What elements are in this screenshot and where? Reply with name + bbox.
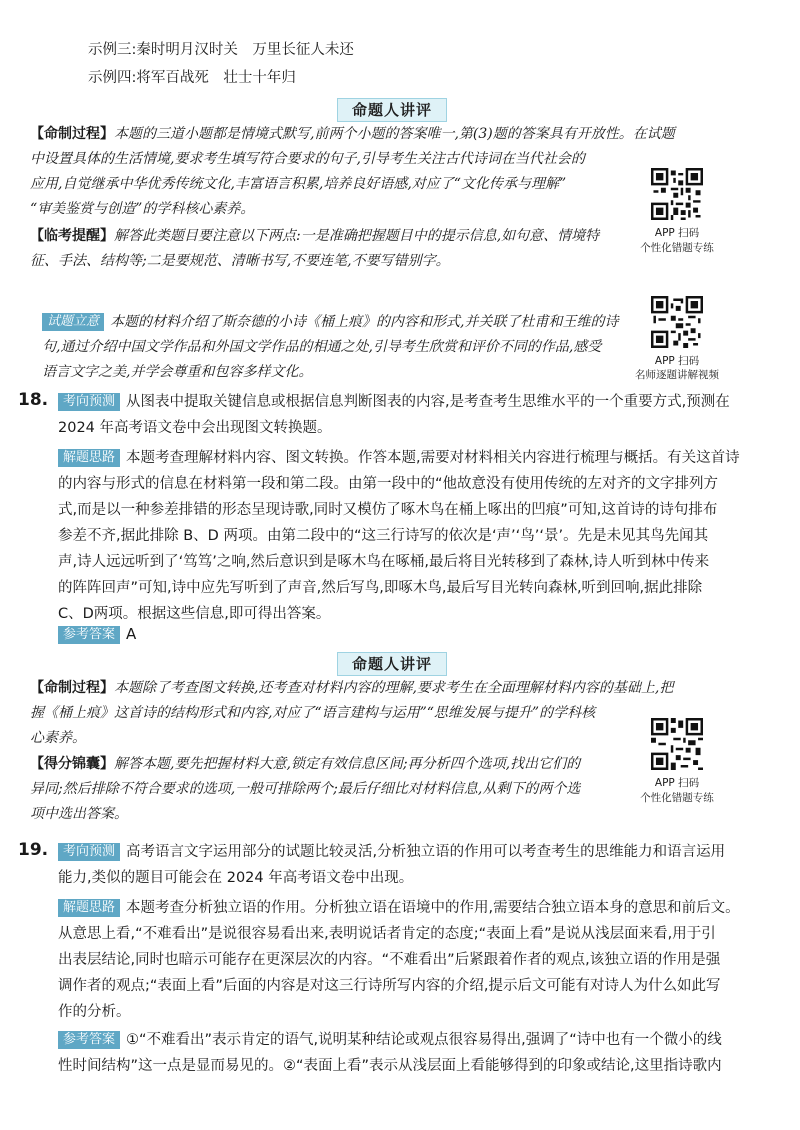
review1-process-line-4: “审美鉴赏与创造”的学科核心素养。 [30, 201, 255, 217]
q19-thinking-line-3: 出表层结论,同时也暗示可能存在更深层次的内容。“不难看出”后紧跟着作者的观点,该独立语的作用是强 [58, 952, 721, 968]
qr-code-icon[interactable] [651, 296, 703, 348]
qr-caption-app-scan: APP 扫码 [654, 227, 700, 239]
q18-thinking-line-3: 式,而是以一种参差排错的形态呈现诗歌,同时又模仿了啄木鸟在桶上啄出的凹痕”可知,这首诗的诗句排布 [58, 502, 718, 518]
review1-tip-line-1: 【临考提醒】解答此类题目要注意以下两点:一是准确把握题目中的提示信息,如句意、情境特 [30, 228, 600, 244]
question-number-19: 19. [18, 840, 49, 860]
intent-tag: 试题立意 [42, 313, 104, 331]
forecast-tag: 考向预测 [58, 843, 120, 861]
q19-forecast-line-1: 考向预测 高考语言文字运用部分的试题比较灵活,分析独立语的作用可以考查考生的思维能力和语言运用 [58, 842, 725, 862]
review1-process-line-2: 中设置具体的生活情境,要求考生填写符合要求的句子,引导考生关注古代诗词在当代社会的 [30, 151, 585, 167]
review2-process-line-2: 握《桶上痕》这首诗的结构形式和内容,对应了“语言建构与运用”“思维发展与提升”的学科核 [30, 705, 596, 721]
qr-code-icon[interactable] [651, 168, 703, 220]
q18-forecast-line-1: 考向预测 从图表中提取关键信息或根据信息判断图表的内容,是考查考生思维水平的一个重要方式,预测在 [58, 392, 730, 412]
answer-tag: 参考答案 [58, 626, 120, 644]
qr-caption-wrong-topics: 个性化错题专练 [640, 242, 714, 254]
q19-forecast-line-2: 能力,类似的题目可能会在 2024 年高考语文卷中出现。 [58, 870, 414, 886]
qr-caption-app-scan: APP 扫码 [654, 777, 700, 789]
intent-line-1: 试题立意 本题的材料介绍了斯奈德的小诗《桶上痕》的内容和形式,并关联了杜甫和王维的诗 [42, 312, 618, 332]
q19-thinking-line-1: 解题思路 本题考查分析独立语的作用。分析独立语在语境中的作用,需要结合独立语本身的意思和前后文。 [58, 898, 740, 918]
q18-answer-line [58, 624, 136, 645]
q18-answer: A [126, 625, 137, 643]
review1-process-line-1: 【命制过程】本题的三道小题都是情境式默写,前两个小题的答案唯一,第(3)题的答案具有开放性。在试题 [30, 126, 675, 142]
example-4: 示例四:将军百战死 壮士十年归 [88, 70, 296, 86]
review1-process-line-3: 应用,自觉继承中华优秀传统文化,丰富语言积累,培养良好语感,对应了“文化传承与理解” [30, 176, 567, 192]
intent-line-2: 句,通过介绍中国文学作品和外国文学作品的相通之处,引导考生欣赏和评价不同的作品,感受 [42, 339, 602, 355]
question-number-18: 18. [18, 390, 49, 410]
review2-tip-line-3: 项中选出答案。 [30, 806, 128, 822]
qr-caption-video: 名师逐题讲解视频 [635, 369, 719, 381]
review2-process-line-1: 【命制过程】本题除了考查图文转换,还考查对材料内容的理解,要求考生在全面理解材料内容的基础上,把 [30, 680, 674, 696]
answer-tag: 参考答案 [58, 1031, 120, 1049]
qr-caption-wrong-topics: 个性化错题专练 [640, 792, 714, 804]
example-3: 示例三:秦时明月汉时关 万里长征人未还 [88, 42, 354, 58]
q18-thinking-line-5: 声,诗人远远听到了‘笃笃’之响,然后意识到是啄木鸟在啄桶,最后将目光转移到了森林,诗人听到林中传来 [58, 554, 710, 570]
q19-thinking-line-5: 作的分析。 [58, 1004, 131, 1020]
q18-thinking-line-7: C、D两项。根据这些信息,即可得出答案。 [58, 606, 331, 622]
q18-thinking-line-6: 的阵阵回声”可知,诗中应先写听到了声音,然后写鸟,即啄木鸟,最后写目光转向森林,听到回响,据此排除 [58, 580, 703, 596]
thinking-tag: 解题思路 [58, 449, 120, 467]
forecast-tag: 考向预测 [58, 393, 120, 411]
q18-thinking-line-2: 的内容与形式的信息在材料第一段和第二段。由第一段中的“他故意没有使用传统的左对齐的文字排列方 [58, 476, 719, 492]
review2-process-line-3: 心素养。 [30, 730, 86, 746]
qr-code-icon[interactable] [651, 718, 703, 770]
qr-caption-app-scan: APP 扫码 [654, 355, 700, 367]
q18-forecast-line-2: 2024 年高考语文卷中会出现图文转换题。 [58, 420, 332, 436]
q19-thinking-line-4: 调作者的观点;“表面上看”后面的内容是对这三行诗所写内容的介绍,提示后文可能有对诗人为什么如此写 [58, 978, 721, 994]
q18-thinking-line-4: 参差不齐,据此排除 B、D 两项。由第二段中的“这三行诗写的依次是‘声’‘鸟’‘景’。先是未见其鸟先闻其 [58, 528, 709, 544]
process-label: 【命制过程】 [30, 126, 114, 142]
intent-line-3: 语言文字之美,并学会尊重和包容多样文化。 [42, 364, 313, 380]
review-banner: 命题人讲评 [337, 98, 447, 122]
q19-answer-line-1: 参考答案 ①“不难看出”表示肯定的语气,说明某种结论或观点很容易得出,强调了“诗中也有一个微小的线 [58, 1030, 722, 1050]
q18-thinking-line-1: 解题思路 本题考查理解材料内容、图文转换。作答本题,需要对材料相关内容进行梳理与概括。有关这首诗 [58, 448, 740, 468]
process-label: 【命制过程】 [30, 680, 114, 696]
thinking-tag: 解题思路 [58, 899, 120, 917]
q19-answer-line-2: 性时间结构”这一点是显而易见的。②“表面上看”表示从浅层面上看能够得到的印象或结论,这里指诗歌内 [58, 1058, 722, 1074]
review1-tip-line-2: 征、手法、结构等;二是要规范、清晰书写,不要连笔,不要写错别字。 [30, 253, 450, 269]
tip-label: 【临考提醒】 [30, 228, 114, 244]
q19-thinking-line-2: 从意思上看,“不难看出”是说很容易看出来,表明说话者肯定的态度;“表面上看”是说从浅层面来看,用于引 [58, 926, 716, 942]
review-banner: 命题人讲评 [337, 652, 447, 676]
review2-tip-line-2: 异同;然后排除不符合要求的选项,一般可排除两个;最后仔细比对材料信息,从剩下的两个选 [30, 781, 581, 797]
tip-label: 【得分锦囊】 [30, 756, 114, 772]
review2-tip-line-1: 【得分锦囊】解答本题,要先把握材料大意,锁定有效信息区间;再分析四个选项,找出它们的 [30, 756, 581, 772]
